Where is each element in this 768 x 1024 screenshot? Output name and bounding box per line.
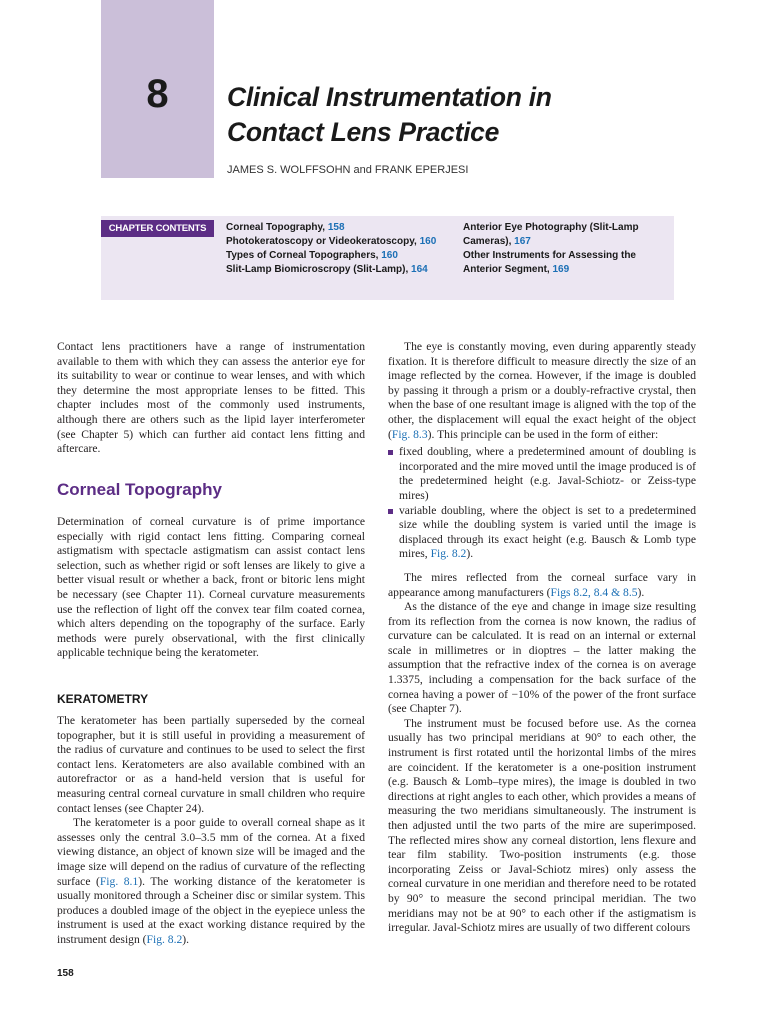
corneal-topography-text (57, 515, 365, 661)
contents-item[interactable]: Slit-Lamp Biomicroscropy (Slit-Lamp), 164 (226, 264, 428, 275)
figure-link[interactable]: Fig. 8.3 (391, 427, 428, 441)
right-paragraph-3: As the distance of the eye and change in image size resulting from its reflection from the cornea is now known, the radius of curvature can be calculated. It is read on an internal or external scale in millimetres or in dioptres – the latter making the assumption that the refractive index of the cornea is on average 1.3375, including a compensation for the back surface of the cornea having a power of −10% of the power of the front surface (see Chapter 7). (388, 600, 696, 716)
left-column (57, 340, 365, 457)
contents-item[interactable]: Other Instruments for Assessing the Anterior Segment, 169 (463, 250, 636, 275)
contents-item[interactable]: Corneal Topography, 158 (226, 222, 345, 233)
corneal-topography-paragraph: Determination of corneal curvature is of prime importance especially with rigid contact lens fitting. Comparing corneal astigmatism with spectacle astigmatism can assist contact lens selection, such as whether rigid or soft lenses are likely to give a better visual result or whether a back, front or bitoric lens might be necessary (see Chapter 11). Corneal curvature measurements use the reflection of light off the convex tear film coated cornea, which alters depending on the topography of the surface. Early methods were purely observational, with the first clinically applicable technique being the keratometer. (57, 515, 365, 660)
figure-link[interactable]: Figs 8.2, 8.4 & 8.5 (550, 585, 638, 599)
bullet-item: fixed doubling, where a predetermined amount of doubling is incorporated and the mire moved until the image produced is of the predetermined height (e.g. Javal-Schiotz- or Zeiss-type mires) (388, 445, 696, 503)
contents-item[interactable]: Types of Corneal Topographers, 160 (226, 250, 398, 261)
chapter-number: 8 (146, 72, 169, 116)
keratometry-paragraph-1: The keratometer has been partially superseded by the corneal topographer, but it is still useful in providing a measurement of the radius of curvature and continues to be used to select the first contact lens. Keratometers are also available combined with an autorefractor or as a hand-held version that is useful for measuring central corneal curvature in small children who require contact lenses (see Chapter 24). (57, 714, 365, 815)
figure-link[interactable]: Fig. 8.2 (146, 932, 183, 946)
chapter-contents-label: CHAPTER CONTENTS (101, 220, 214, 237)
contents-right-list (463, 221, 663, 277)
page-number: 158 (57, 968, 74, 979)
right-paragraph-4: The instrument must be focused before use. As the cornea usually has two principal meridians at 90° to each other, the instrument is first rotated until the horizontal limbs of the mires are coincident. If the keratometer is a one-position instrument (e.g. Bausch & Lomb–type mires), the image is doubled in two directions at right angles to each other, which provides a means of measuring the two meridians simultaneously. The instrument is then adjusted until the two parts of the mire are superimposed. The reflected mires show any corneal distortion, lens flexure and tear film stability. Two-position instruments (e.g. those incorporating Zeiss or Javal-Schiotz mires) only assess the corneal curvature in one meridian and therefore need to be rotated by 90° to measure the second principal meridian. The two meridians may not be at 90° to each other if the astigmatism is irregular. Javal-Schiotz mires are usually of two different colours (388, 716, 696, 935)
contents-item[interactable]: Photokeratoscopy or Videokeratoscopy, 160 (226, 236, 437, 247)
chapter-title-line-2: Contact Lens Practice (227, 117, 500, 147)
keratometry-text (57, 714, 365, 948)
right-paragraph-2: The mires reflected from the corneal surface vary in appearance among manufacturers (Figs 8.2, 8.4 & 8.5). (388, 570, 696, 599)
bullet-item: variable doubling, where the object is set to a predetermined size while the doubling system is varied until the image is displaced through its exact height (e.g. Bausch & Lomb type mires, Fig. 8.2). (388, 504, 696, 562)
bullet-square-icon (388, 509, 393, 514)
section-heading-corneal-topography: Corneal Topography (57, 480, 222, 499)
contents-left-list (226, 221, 454, 277)
figure-link[interactable]: Fig. 8.2 (430, 547, 467, 561)
keratometry-paragraph-2: The keratometer is a poor guide to overall corneal shape as it assesses only the central 3.0–3.5 mm of the cornea. At a fixed viewing distance, an object of known size will be imaged and the image size will depend on the radius of curvature of the reflecting surface (Fig. 8.1). The working distance of the keratometer is usually monitored through a Scheiner disc or similar system. This produces a doubled image of the object in the eyepiece unless the instrument is used at the exact working distance required by the instrument design (Fig. 8.2). (57, 816, 366, 946)
subheading-keratometry: KERATOMETRY (57, 692, 149, 706)
chapter-title-line-1: Clinical Instrumentation in (227, 82, 552, 112)
bullet-square-icon (388, 450, 393, 455)
chapter-title (227, 80, 552, 150)
bullet-list (388, 445, 696, 562)
figure-link[interactable]: Fig. 8.1 (99, 874, 139, 888)
contents-item[interactable]: Anterior Eye Photography (Slit-Lamp Cameras), 167 (463, 222, 639, 247)
intro-paragraph: Contact lens practitioners have a range of instrumentation available to them with which they can assess the anterior eye for its suitability to wear or continue to wear lenses, and with which they determine the most appropriate lenses to be fitted. This chapter includes most of the commonly used instruments, although there are others such as the lipid layer interferometer (see Chapter 5) which can further aid contact lens fitting and aftercare. (57, 340, 365, 456)
right-column (388, 340, 696, 936)
right-paragraph-1: The eye is constantly moving, even during apparently steady fixation. It is therefore difficult to measure directly the size of an image reflected by the cornea. However, if the image is doubled by passing it through a prism or a doubly-refractive crystal, then when the base of one resultant image is aligned with the top of the other, the displacement will equal the exact height of the object (Fig. 8.3). This principle can be used in the form of either: (388, 340, 696, 441)
chapter-authors: JAMES S. WOLFFSOHN and FRANK EPERJESI (227, 164, 469, 176)
